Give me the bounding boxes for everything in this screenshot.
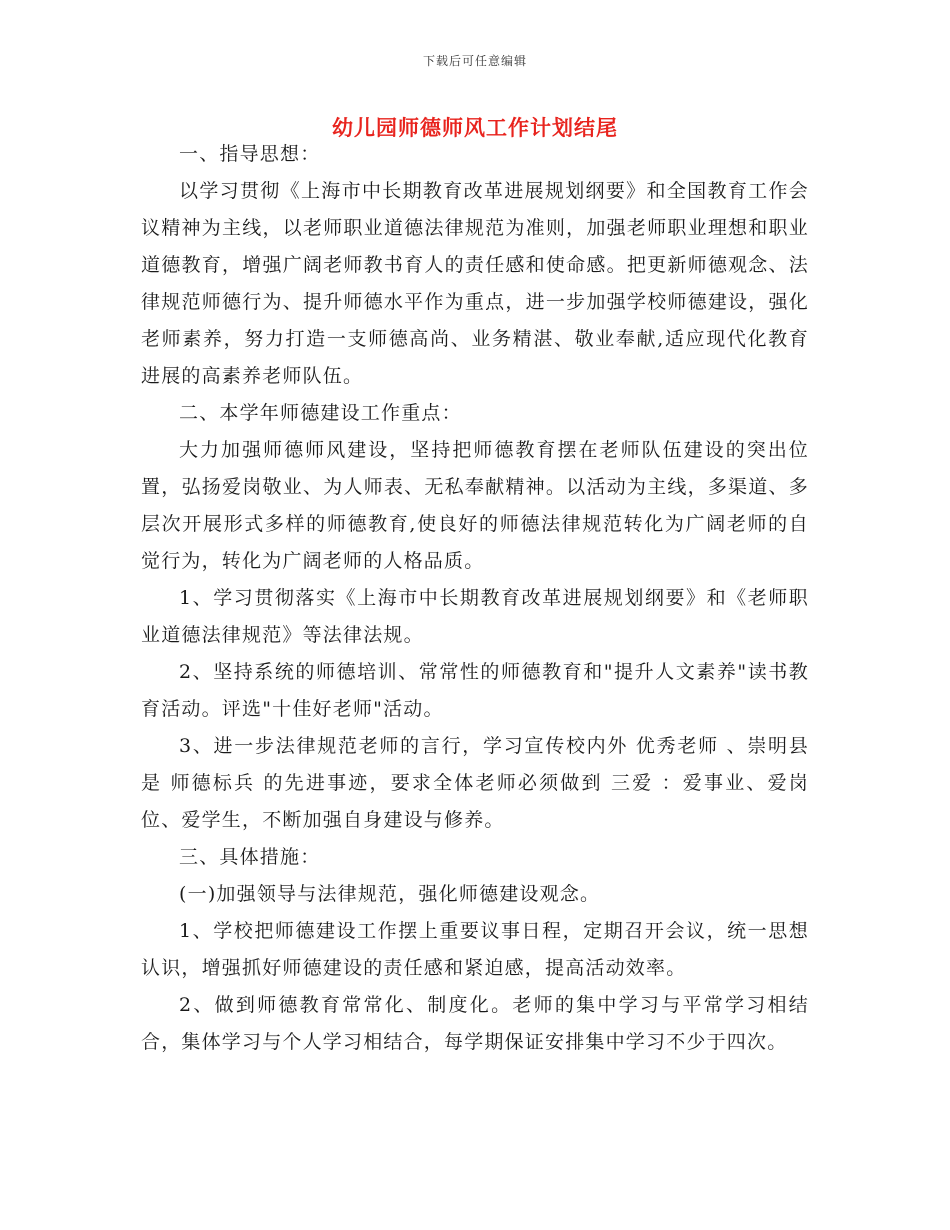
document-title: 幼儿园师德师风工作计划结尾 — [332, 115, 618, 140]
list-item: 3、进一步法律规范老师的言行，学习宣传校内外 优秀老师 、崇明县是 师德标兵 的先进事迹，要求全体老师必须做到 三爱 ：爱事业、爱岗位、爱学生，不断加强自身建设与修养。 — [141, 735, 809, 831]
list-item: 2、做到师德教育常常化、制度化。老师的集中学习与平常学习相结合，集体学习与个人学习相结合，每学期保证安排集中学习不少于四次。 — [141, 994, 809, 1053]
paragraph: 大力加强师德师风建设，坚持把师德教育摆在老师队伍建设的突出位置，弘扬爱岗敬业、为人师表、无私奉献精神。以活动为主线，多渠道、多层次开展形式多样的师德教育,使良好的师德法律规范转化为广阔老师的自觉行为，转化为广阔老师的人格品质。 — [141, 439, 809, 572]
list-item: 1、学校把师德建设工作摆上重要议事日程，定期召开会议，统一思想认识，增强抓好师德建设的责任感和紧迫感，提高活动效率。 — [141, 920, 809, 979]
section-heading: 一、指导思想： — [179, 143, 321, 165]
header-note: 下载后可任意编辑 — [422, 54, 527, 68]
section-heading: 三、具体措施： — [179, 846, 321, 868]
list-item: 2、坚持系统的师德培训、常常性的师德教育和"提升人文素养"读书教育活动。评选"十佳好老师"活动。 — [141, 661, 809, 720]
section-heading: 二、本学年师德建设工作重点： — [179, 402, 462, 424]
subsection-heading: (一)加强领导与法律规范，强化师德建设观念。 — [179, 883, 601, 905]
document-body — [141, 136, 809, 1061]
paragraph: 以学习贯彻《上海市中长期教育改革进展规划纲要》和全国教育工作会议精神为主线，以老师职业道德法律规范为准则，加强老师职业理想和职业道德教育，增强广阔老师教书育人的责任感和使命感。把更新师德观念、法律规范师德行为、提升师德水平作为重点，进一步加强学校师德建设，强化老师素养，努力打造一支师德高尚、业务精湛、敬业奉献,适应现代化教育进展的高素养老师队伍。 — [141, 180, 809, 387]
list-item: 1、学习贯彻落实《上海市中长期教育改革进展规划纲要》和《老师职业道德法律规范》等法律法规。 — [141, 587, 809, 646]
